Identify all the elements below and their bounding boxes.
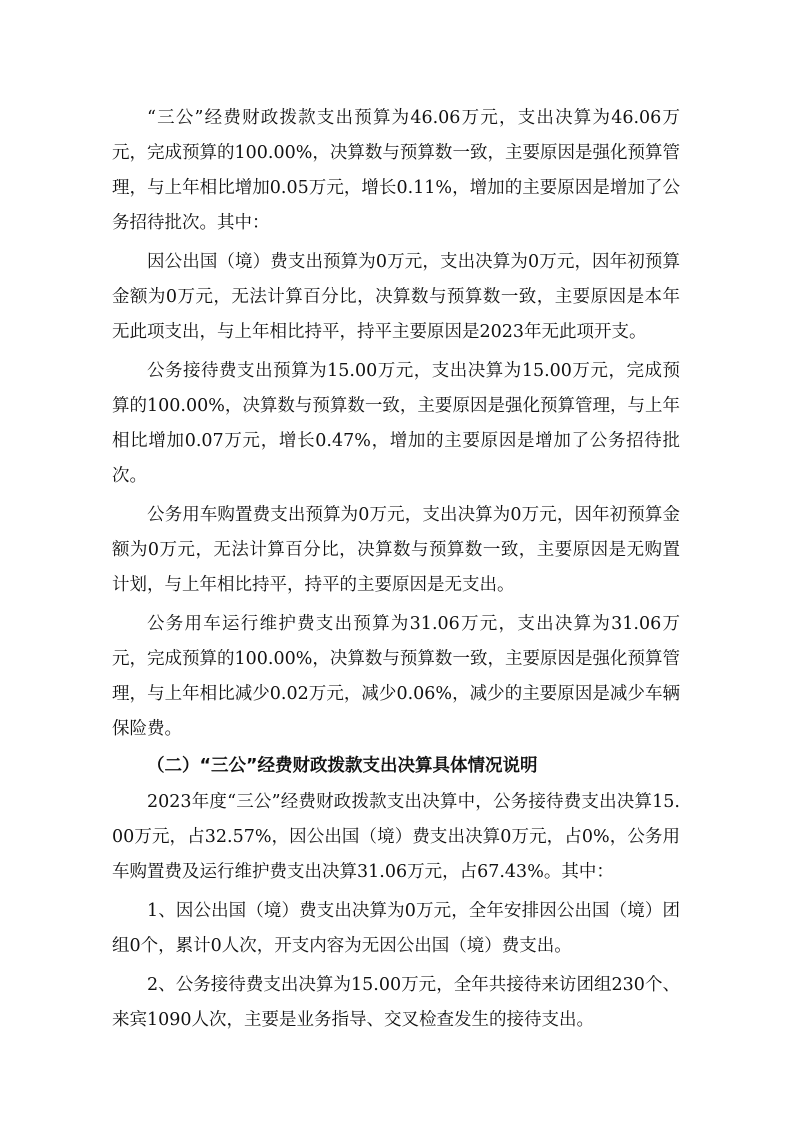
paragraph-three-public-summary: “三公”经费财政拨款支出预算为46.06万元，支出决算为46.06万元，完成预算的100.00%，决算数与预算数一致，主要原因是强化预算管理，与上年相比增加0.05万元，增长0.11%，增加的主要原因是增加了公务招待批次。其中： xyxy=(112,108,680,233)
paragraph-official-reception: 公务接待费支出预算为15.00万元，支出决算为15.00万元，完成预算的100.00%，决算数与预算数一致，主要原因是强化预算管理，与上年相比增加0.07万元，增长0.47%，增加的主要原因是增加了公务招待批次。 xyxy=(112,361,680,486)
paragraph-vehicle-purchase: 公务用车购置费支出预算为0万元，支出决算为0万元，因年初预算金额为0万元，无法计算百分比，决算数与预算数一致，主要原因是无购置计划，与上年相比持平，持平的主要原因是无支出。 xyxy=(112,505,680,595)
paragraph-item-2: 2、公务接待费支出决算为15.00万元，全年共接待来访团组230个、来宾1090人次，主要是业务指导、交叉检查发生的接待支出。 xyxy=(112,975,680,1030)
paragraph-vehicle-maintenance: 公务用车运行维护费支出预算为31.06万元，支出决算为31.06万元，完成预算的100.00%，决算数与预算数一致，主要原因是强化预算管理，与上年相比减少0.02万元，减少0.06%，减少的主要原因是减少车辆保险费。 xyxy=(112,614,680,739)
section-heading: （二）“三公”经费财政拨款支出决算具体情况说明 xyxy=(147,756,538,776)
paragraph-section-summary: 2023年度“三公”经费财政拨款支出决算中，公务接待费支出决算15.00万元，占32.57%，因公出国（境）费支出决算0万元，占0%，公务用车购置费及运行维护费支出决算31.06万元，占67.43%。其中： xyxy=(112,792,680,882)
document-body xyxy=(112,101,680,1042)
paragraph-overseas-travel: 因公出国（境）费支出预算为0万元，支出决算为0万元，因年初预算金额为0万元，无法计算百分比，决算数与预算数一致，主要原因是本年无此项支出，与上年相比持平，持平主要原因是2023年无此项开支。 xyxy=(112,252,680,342)
paragraph-item-1: 1、因公出国（境）费支出决算为0万元，全年安排因公出国（境）团组0个，累计0人次，开支内容为无因公出国（境）费支出。 xyxy=(112,901,680,956)
